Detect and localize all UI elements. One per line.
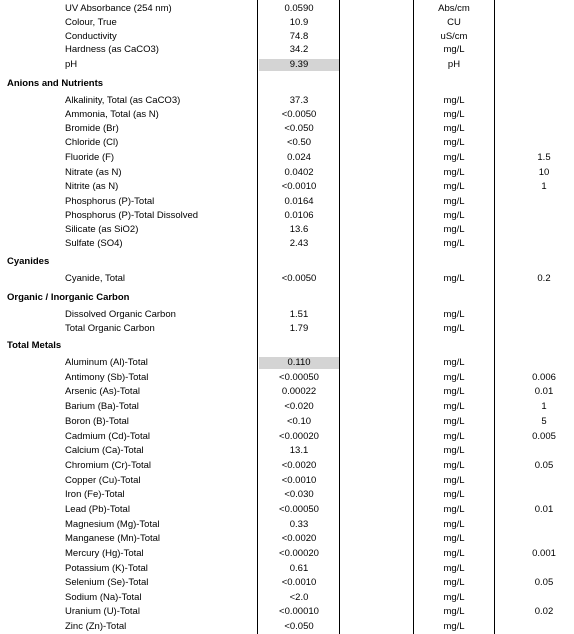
- table-row: [0, 577, 574, 589]
- guideline-limit: 10: [538, 167, 550, 178]
- parameter-name: Sulfate (SO4): [65, 238, 123, 249]
- table-row: [0, 533, 574, 545]
- result-unit: mg/L: [443, 44, 465, 55]
- table-row: [0, 460, 574, 472]
- guideline-limit: 5: [541, 416, 547, 427]
- table-row: [0, 372, 574, 384]
- table-row: [0, 416, 574, 428]
- parameter-name: Dissolved Organic Carbon: [65, 309, 176, 320]
- table-row: [0, 563, 574, 575]
- result-unit: mg/L: [443, 475, 465, 486]
- parameter-name: Bromide (Br): [65, 123, 119, 134]
- table-row: [0, 445, 574, 457]
- result-unit: mg/L: [443, 224, 465, 235]
- result-value: <0.00050: [279, 372, 319, 383]
- section-heading: Cyanides: [7, 256, 50, 267]
- table-row: [0, 137, 574, 149]
- parameter-name: Nitrite (as N): [65, 181, 119, 192]
- result-unit: mg/L: [443, 445, 465, 456]
- parameter-name: Arsenic (As)-Total: [65, 386, 140, 397]
- parameter-name: Cadmium (Cd)-Total: [65, 431, 150, 442]
- guideline-limit: 0.05: [534, 577, 554, 588]
- table-row: [0, 181, 574, 193]
- result-unit: mg/L: [443, 196, 465, 207]
- parameter-name: UV Absorbance (254 nm): [65, 3, 172, 14]
- table-row: [0, 504, 574, 516]
- parameter-name: Potassium (K)-Total: [65, 563, 148, 574]
- result-value: 74.8: [289, 31, 309, 42]
- guideline-limit: 0.2: [537, 273, 551, 284]
- result-unit: mg/L: [443, 416, 465, 427]
- guideline-limit: 0.01: [534, 386, 554, 397]
- result-unit: mg/L: [443, 273, 465, 284]
- result-value: <0.050: [284, 621, 314, 632]
- parameter-name: Silicate (as SiO2): [65, 224, 139, 235]
- result-value: <0.10: [286, 416, 312, 427]
- result-unit: CU: [447, 17, 461, 28]
- parameter-name: Phosphorus (P)-Total: [65, 196, 155, 207]
- parameter-name: Uranium (U)-Total: [65, 606, 140, 617]
- result-unit: mg/L: [443, 592, 465, 603]
- table-row: [0, 238, 574, 250]
- table-row: [0, 17, 574, 29]
- result-value: <0.0010: [281, 181, 317, 192]
- parameter-name: Hardness (as CaCO3): [65, 44, 159, 55]
- result-value: 0.00022: [281, 386, 317, 397]
- result-value: 0.0590: [284, 3, 314, 14]
- parameter-name: Selenium (Se)-Total: [65, 577, 149, 588]
- result-value: 37.3: [289, 95, 309, 106]
- result-value: 0.110: [259, 357, 339, 369]
- parameter-name: Sodium (Na)-Total: [65, 592, 142, 603]
- table-row: [0, 357, 574, 369]
- parameter-name: Antimony (Sb)-Total: [65, 372, 149, 383]
- table-row: [0, 273, 574, 285]
- result-value: 13.6: [289, 224, 309, 235]
- result-value: <0.020: [284, 401, 314, 412]
- result-unit: mg/L: [443, 238, 465, 249]
- table-row: [0, 548, 574, 560]
- parameter-name: Mercury (Hg)-Total: [65, 548, 144, 559]
- guideline-limit: 0.001: [532, 548, 556, 559]
- result-unit: mg/L: [443, 323, 465, 334]
- result-value: 0.024: [287, 152, 311, 163]
- parameter-name: Fluoride (F): [65, 152, 115, 163]
- table-row: [0, 123, 574, 135]
- result-value: <0.00020: [279, 431, 319, 442]
- result-value: 0.0164: [284, 196, 314, 207]
- result-value: <0.0010: [281, 475, 317, 486]
- result-unit: mg/L: [443, 137, 465, 148]
- result-value: <0.0050: [281, 273, 317, 284]
- parameter-name: Chromium (Cr)-Total: [65, 460, 152, 471]
- table-row: [0, 592, 574, 604]
- result-unit: Abs/cm: [438, 3, 470, 14]
- result-value: <0.00020: [279, 548, 319, 559]
- result-value: 1.79: [289, 323, 309, 334]
- parameter-name: Lead (Pb)-Total: [65, 504, 130, 515]
- parameter-name: Calcium (Ca)-Total: [65, 445, 144, 456]
- result-value: <2.0: [289, 592, 309, 603]
- result-value: <0.030: [284, 489, 314, 500]
- table-row: [0, 95, 574, 107]
- result-unit: mg/L: [443, 167, 465, 178]
- result-value: <0.0010: [281, 577, 317, 588]
- guideline-limit: 1: [541, 181, 547, 192]
- result-value: 13.1: [289, 445, 309, 456]
- guideline-limit: 0.01: [534, 504, 554, 515]
- section-heading: Organic / Inorganic Carbon: [7, 292, 130, 303]
- result-unit: mg/L: [443, 533, 465, 544]
- parameter-name: Conductivity: [65, 31, 117, 42]
- result-unit: uS/cm: [440, 31, 468, 42]
- result-unit: mg/L: [443, 372, 465, 383]
- result-value: 0.33: [289, 519, 309, 530]
- result-unit: mg/L: [443, 357, 465, 368]
- result-value: <0.00010: [279, 606, 319, 617]
- result-unit: mg/L: [443, 489, 465, 500]
- result-unit: mg/L: [443, 577, 465, 588]
- guideline-limit: 0.05: [534, 460, 554, 471]
- table-row: [0, 431, 574, 443]
- result-unit: mg/L: [443, 401, 465, 412]
- parameter-name: Aluminum (Al)-Total: [65, 357, 148, 368]
- result-value: <0.050: [284, 123, 314, 134]
- parameter-name: Cyanide, Total: [65, 273, 126, 284]
- parameter-name: Boron (B)-Total: [65, 416, 129, 427]
- guideline-limit: 1.5: [537, 152, 551, 163]
- result-unit: mg/L: [443, 621, 465, 632]
- result-unit: mg/L: [443, 563, 465, 574]
- parameter-name: Barium (Ba)-Total: [65, 401, 139, 412]
- parameter-name: Chloride (Cl): [65, 137, 119, 148]
- result-unit: mg/L: [443, 95, 465, 106]
- result-unit: mg/L: [443, 431, 465, 442]
- guideline-limit: 0.005: [532, 431, 556, 442]
- guideline-limit: 0.02: [534, 606, 554, 617]
- parameter-name: Phosphorus (P)-Total Dissolved: [65, 210, 199, 221]
- result-value: 0.61: [289, 563, 309, 574]
- result-unit: mg/L: [443, 460, 465, 471]
- result-unit: mg/L: [443, 210, 465, 221]
- table-row: [0, 31, 574, 43]
- table-row: [0, 606, 574, 618]
- result-unit: mg/L: [443, 181, 465, 192]
- result-value: 2.43: [289, 238, 309, 249]
- result-unit: mg/L: [443, 548, 465, 559]
- guideline-limit: 1: [541, 401, 547, 412]
- result-value: 0.0402: [284, 167, 314, 178]
- table-row: [0, 152, 574, 164]
- table-row: [0, 475, 574, 487]
- parameter-name: Nitrate (as N): [65, 167, 122, 178]
- table-row: [0, 167, 574, 179]
- table-row: [0, 309, 574, 321]
- section-heading: Anions and Nutrients: [7, 78, 104, 89]
- section-heading: Total Metals: [7, 340, 62, 351]
- result-unit: mg/L: [443, 519, 465, 530]
- result-value: <0.0050: [281, 109, 317, 120]
- result-value: <0.00050: [279, 504, 319, 515]
- parameter-name: Magnesium (Mg)-Total: [65, 519, 160, 530]
- table-row: [0, 519, 574, 531]
- table-row: [0, 401, 574, 413]
- table-row: [0, 621, 574, 633]
- result-value: 9.39: [259, 59, 339, 71]
- parameter-name: Zinc (Zn)-Total: [65, 621, 127, 632]
- table-row: [0, 3, 574, 15]
- result-unit: mg/L: [443, 309, 465, 320]
- result-unit: mg/L: [443, 386, 465, 397]
- result-value: 0.0106: [284, 210, 314, 221]
- result-value: <0.50: [286, 137, 312, 148]
- table-row: [0, 489, 574, 501]
- result-value: 34.2: [289, 44, 309, 55]
- parameter-name: Ammonia, Total (as N): [65, 109, 159, 120]
- parameter-name: Colour, True: [65, 17, 117, 28]
- result-unit: mg/L: [443, 109, 465, 120]
- parameter-name: pH: [65, 59, 78, 70]
- result-value: <0.0020: [281, 460, 317, 471]
- parameter-name: Alkalinity, Total (as CaCO3): [65, 95, 181, 106]
- parameter-name: Manganese (Mn)-Total: [65, 533, 161, 544]
- table-row: [0, 196, 574, 208]
- result-unit: mg/L: [443, 123, 465, 134]
- parameter-name: Iron (Fe)-Total: [65, 489, 125, 500]
- guideline-limit: 0.006: [532, 372, 556, 383]
- table-row: [0, 224, 574, 236]
- result-unit: pH: [447, 59, 461, 70]
- result-value: 1.51: [289, 309, 309, 320]
- table-row: [0, 386, 574, 398]
- table-row: [0, 109, 574, 121]
- result-unit: mg/L: [443, 504, 465, 515]
- parameter-name: Total Organic Carbon: [65, 323, 155, 334]
- table-row: [0, 323, 574, 335]
- result-unit: mg/L: [443, 606, 465, 617]
- parameter-name: Copper (Cu)-Total: [65, 475, 141, 486]
- result-value: 10.9: [289, 17, 309, 28]
- table-row: [0, 210, 574, 222]
- result-unit: mg/L: [443, 152, 465, 163]
- table-row: [0, 44, 574, 56]
- result-value: <0.0020: [281, 533, 317, 544]
- table-row: [0, 59, 574, 71]
